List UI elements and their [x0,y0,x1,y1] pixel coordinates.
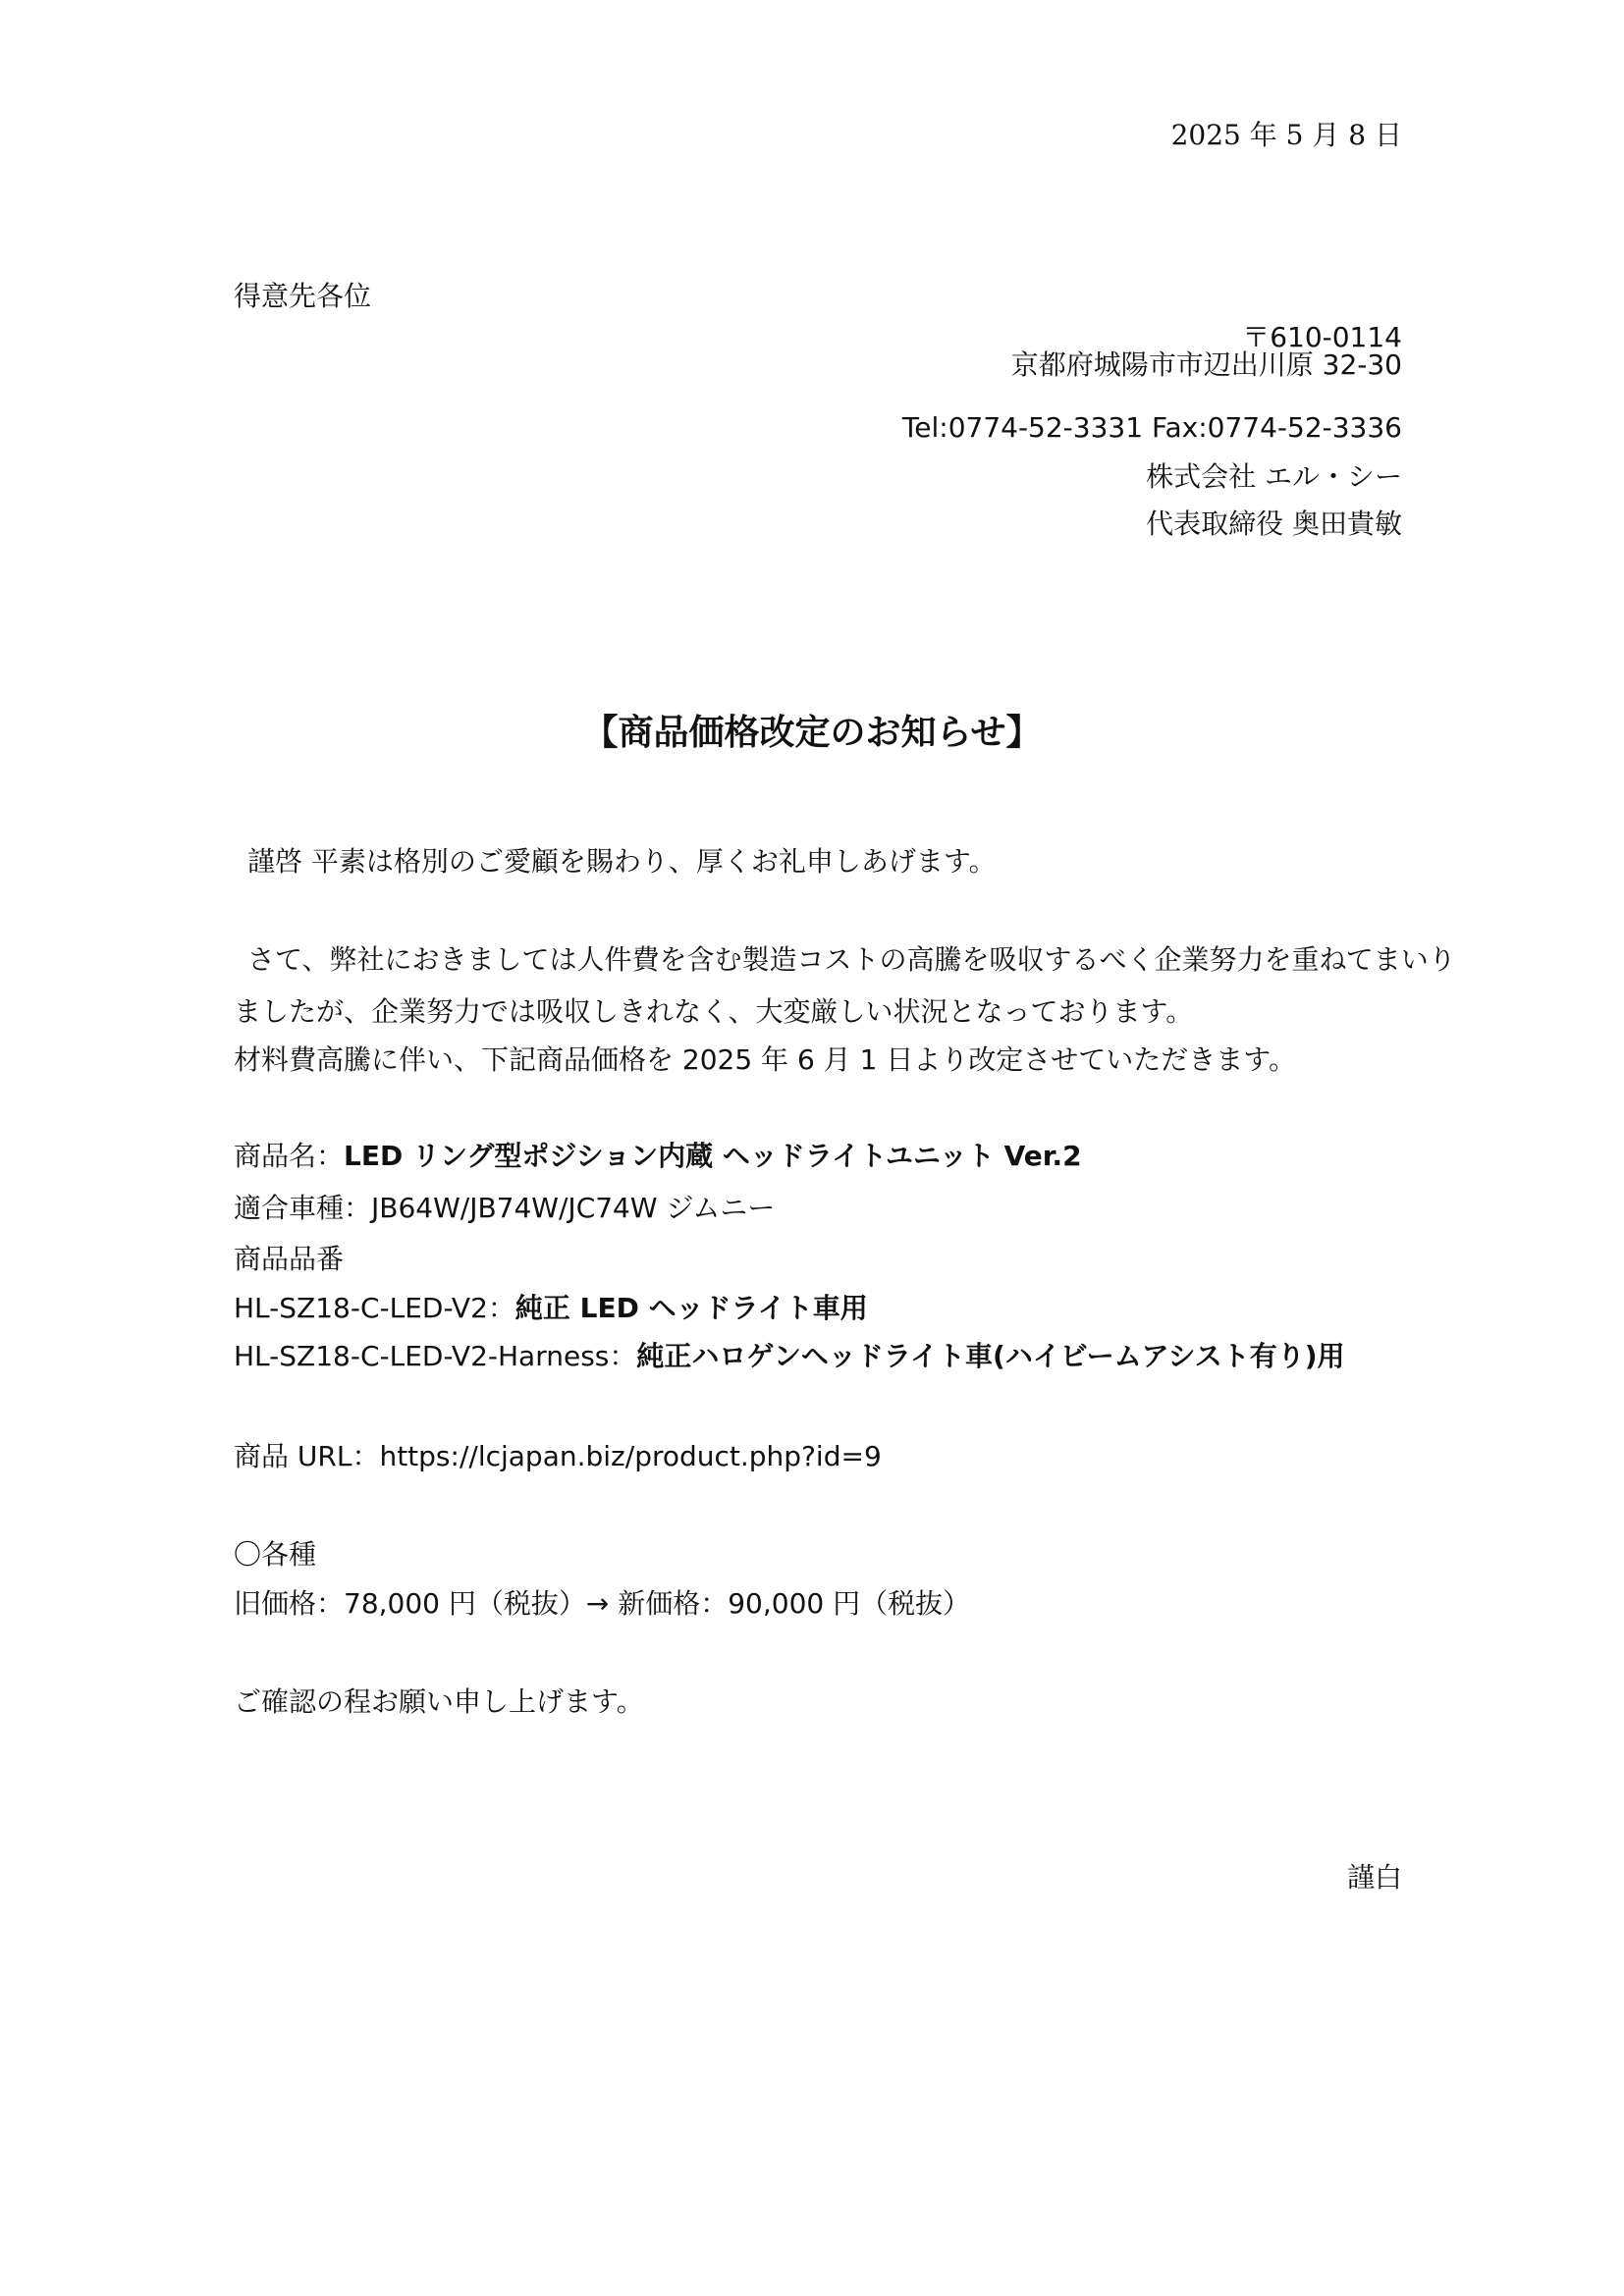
part-number-2 [234,1339,1345,1374]
sender-address: 京都府城陽市市辺出川原 32-30 [1010,348,1402,381]
compatible-vehicles: 適合車種：JB64W/JB74W/JC74W ジムニー [234,1192,776,1224]
part-number-2-desc: 純正ハロゲンヘッドライト車(ハイビームアシスト有り)用 [636,1340,1345,1372]
part-number-1-code: HL-SZ18-C-LED-V2： [234,1292,515,1324]
price-category: 〇各種 [234,1538,317,1571]
body-paragraph-line-1: さて、弊社におきましては人件費を含む製造コストの高騰を吸収するべく企業努力を重ねてまいり [247,943,1456,976]
body-paragraph-line-2: ましたが、企業努力では吸収しきれなく、大変厳しい状況となっております。 [234,995,1194,1028]
greeting-line: 謹啓 平素は格別のご愛顧を賜わり、厚くお礼申しあげます。 [247,845,997,878]
sender-company: 株式会社 エル・シー [1146,460,1402,493]
body-paragraph-line-3: 材料費高騰に伴い、下記商品価格を 2025 年 6 月 1 日より改定させていただきます。 [234,1043,1297,1076]
letter-date: 2025 年 5 月 8 日 [1170,119,1402,151]
sign-off: 謹白 [1346,1861,1402,1894]
recipient: 得意先各位 [234,280,372,312]
closing-request: ご確認の程お願い申し上げます。 [234,1685,644,1718]
product-url: 商品 URL：https://lcjapan.biz/product.php?id=9 [234,1440,882,1472]
postal-code: 〒610-0114 [1242,321,1402,353]
part-number-1 [234,1291,868,1326]
product-name-label: 商品名： [234,1140,345,1172]
part-number-1-desc: 純正 LED ヘッドライト車用 [514,1292,868,1324]
page-title: 【商品価格改定のお知らせ】 [582,713,1042,753]
part-number-2-code: HL-SZ18-C-LED-V2-Harness： [234,1340,637,1372]
price-change: 旧価格：78,000 円（税抜）→ 新価格：90,000 円（税抜） [234,1587,971,1620]
product-name-line [234,1139,1082,1174]
sender-tel-fax: Tel:0774-52-3331 Fax:0774-52-3336 [901,411,1402,444]
part-number-heading: 商品品番 [234,1243,345,1275]
product-name-value: LED リング型ポジション内蔵 ヘッドライトユニット Ver.2 [344,1140,1082,1172]
sender-representative: 代表取締役 奥田貴敏 [1146,507,1402,540]
